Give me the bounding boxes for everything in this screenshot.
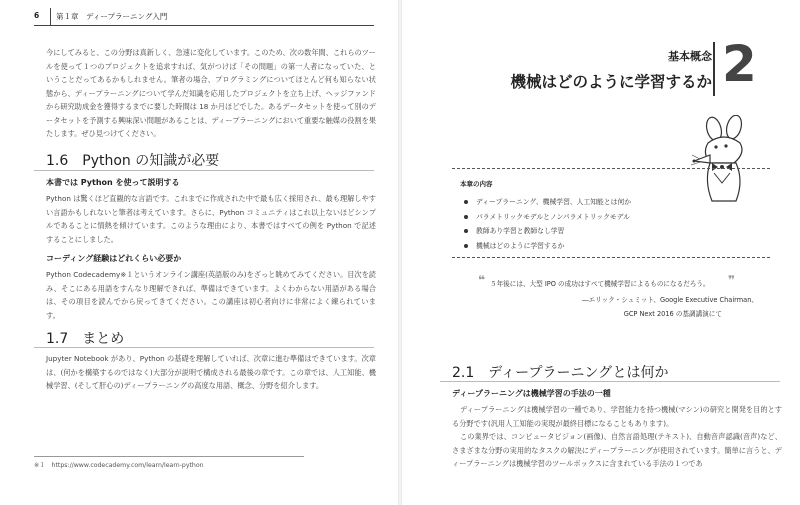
section-rule — [34, 170, 374, 171]
chapter-divider — [713, 42, 715, 96]
footnote-rule — [34, 456, 304, 457]
section-2-1-title: 2.1 ディープラーニングとは何か — [452, 365, 669, 381]
section-rule — [440, 381, 780, 382]
close-quote-icon: ❞ — [728, 273, 736, 287]
subsection-python-text: Python は驚くほど直観的な言語です。これまでに作成された中で最も広く採用され、最も理解しやすい言語かもしれないと筆者は考えています。さらに、Python コミュニティはこれ以上ないほどシンプルであることに情熱を傾けています。このような理由により、本書ではすべての例を Python で記述することにしました。 — [46, 194, 376, 244]
contents-item: 教師あり学習と教師なし学習 — [464, 224, 631, 239]
quote-attribution-source: GCP Next 2016 の基調講演にて — [623, 310, 722, 318]
subsection-python-title: 本書では Python を使って説明する — [46, 178, 180, 187]
header-divider — [50, 8, 51, 26]
subsection-coding-title: コーディング経験はどれくらい必要か — [46, 254, 182, 263]
chapter-contents-box — [452, 168, 770, 258]
footnote: ※１ https://www.codecademy.com/learn/learn-python — [34, 462, 204, 469]
contents-list — [464, 195, 631, 253]
subsection-coding-text: Python Codecademy※１というオンライン講座(英語版のみ)をざっと眺めてみてください。目次を読み、そこにある用語をすんなり理解できれば、準備はできています。よくわからない用語がある場合は、その項目を読んでから戻ってきてください。この講座は初心者向けに非常によく練られています。 — [46, 270, 376, 320]
section-1-6-title: 1.6 Python の知識が必要 — [46, 153, 220, 169]
intro-paragraph: 今にしてみると、この分野は真新しく、急速に変化しています。このため、次の数年間、これらのツールを使って１つのプロジェクトを追求すれば、気がつけば「その問題」の第一人者になっていた、ということだってあるかもしれません。筆者の場合、プログラミングについてほとんど何も知らない状態から、ディープラーニングについて学んだ知識を応用したプロジェクトを立ち上げ、ヘッジファンドから研究助成金を獲得するまでに要した時間は 18 か月ほどでした。あるデータセットを使って別のデータセットを予測する興味深い問題があることは、ディープラーニングにおいて重要な触媒の役割を果たします。ぜひ見つけてください。 — [46, 48, 376, 138]
chapter-title: 機械はどのように学習するか — [510, 73, 712, 91]
left-page — [0, 0, 398, 505]
quote-attribution: ―エリック・シュミット、Google Executive Chairman、 — [581, 296, 758, 304]
section-rule — [34, 347, 374, 348]
chapter-number: 2 — [722, 35, 757, 93]
section-2-1-paragraph-1: ディープラーニングは機械学習の一種であり、学習能力を持つ機械(マシン)の研究と開発を目的とする分野です(汎用人工知能の実現が最終目標になることもあります)。 — [452, 405, 782, 428]
page-number: 6 — [34, 11, 40, 20]
contents-item: ディープラーニング、機械学習、人工知能とは何か — [464, 195, 631, 210]
section-1-7-title: 1.7 まとめ — [46, 331, 125, 347]
running-header — [34, 8, 374, 26]
contents-title: 本章の内容 — [460, 180, 493, 188]
quote-text: ５年後には、大型 IPO の成功はすべて機械学習によるものになるだろう。 — [490, 280, 710, 288]
section-2-1-paragraph-2: この業界では、コンピュータビジョン(画像)、自然言語処理(テキスト)、自動音声認識(音声)など、さまざまな分野の実用的なタスクの解決にディープラーニングが使用されています。簡単に言うと、ディープラーニングは機械学習のツールボックスに含まれている手法の１つであ — [452, 432, 782, 468]
chapter-label: 基本概念 — [668, 50, 712, 63]
running-header-text: 第１章 ディープラーニング入門 — [56, 12, 168, 21]
open-quote-icon: ❝ — [478, 273, 486, 287]
contents-item: パラメトリックモデルとノンパラメトリックモデル — [464, 210, 631, 225]
subsection-ml-title: ディープラーニングは機械学習の手法の一種 — [452, 389, 611, 398]
contents-item: 機械はどのように学習するか — [464, 239, 631, 254]
section-1-7-text: Jupyter Notebook があり、Python の基礎を理解していれば、次章に進む準備はできています。次章は、(何かを構築するのではなく)大部分が説明で構成される最後の章です。この章では、人工知能、機械学習、(そして肝心の)ディープラーニングの高度な用語、概念、分野を紹介します。 — [46, 354, 376, 390]
